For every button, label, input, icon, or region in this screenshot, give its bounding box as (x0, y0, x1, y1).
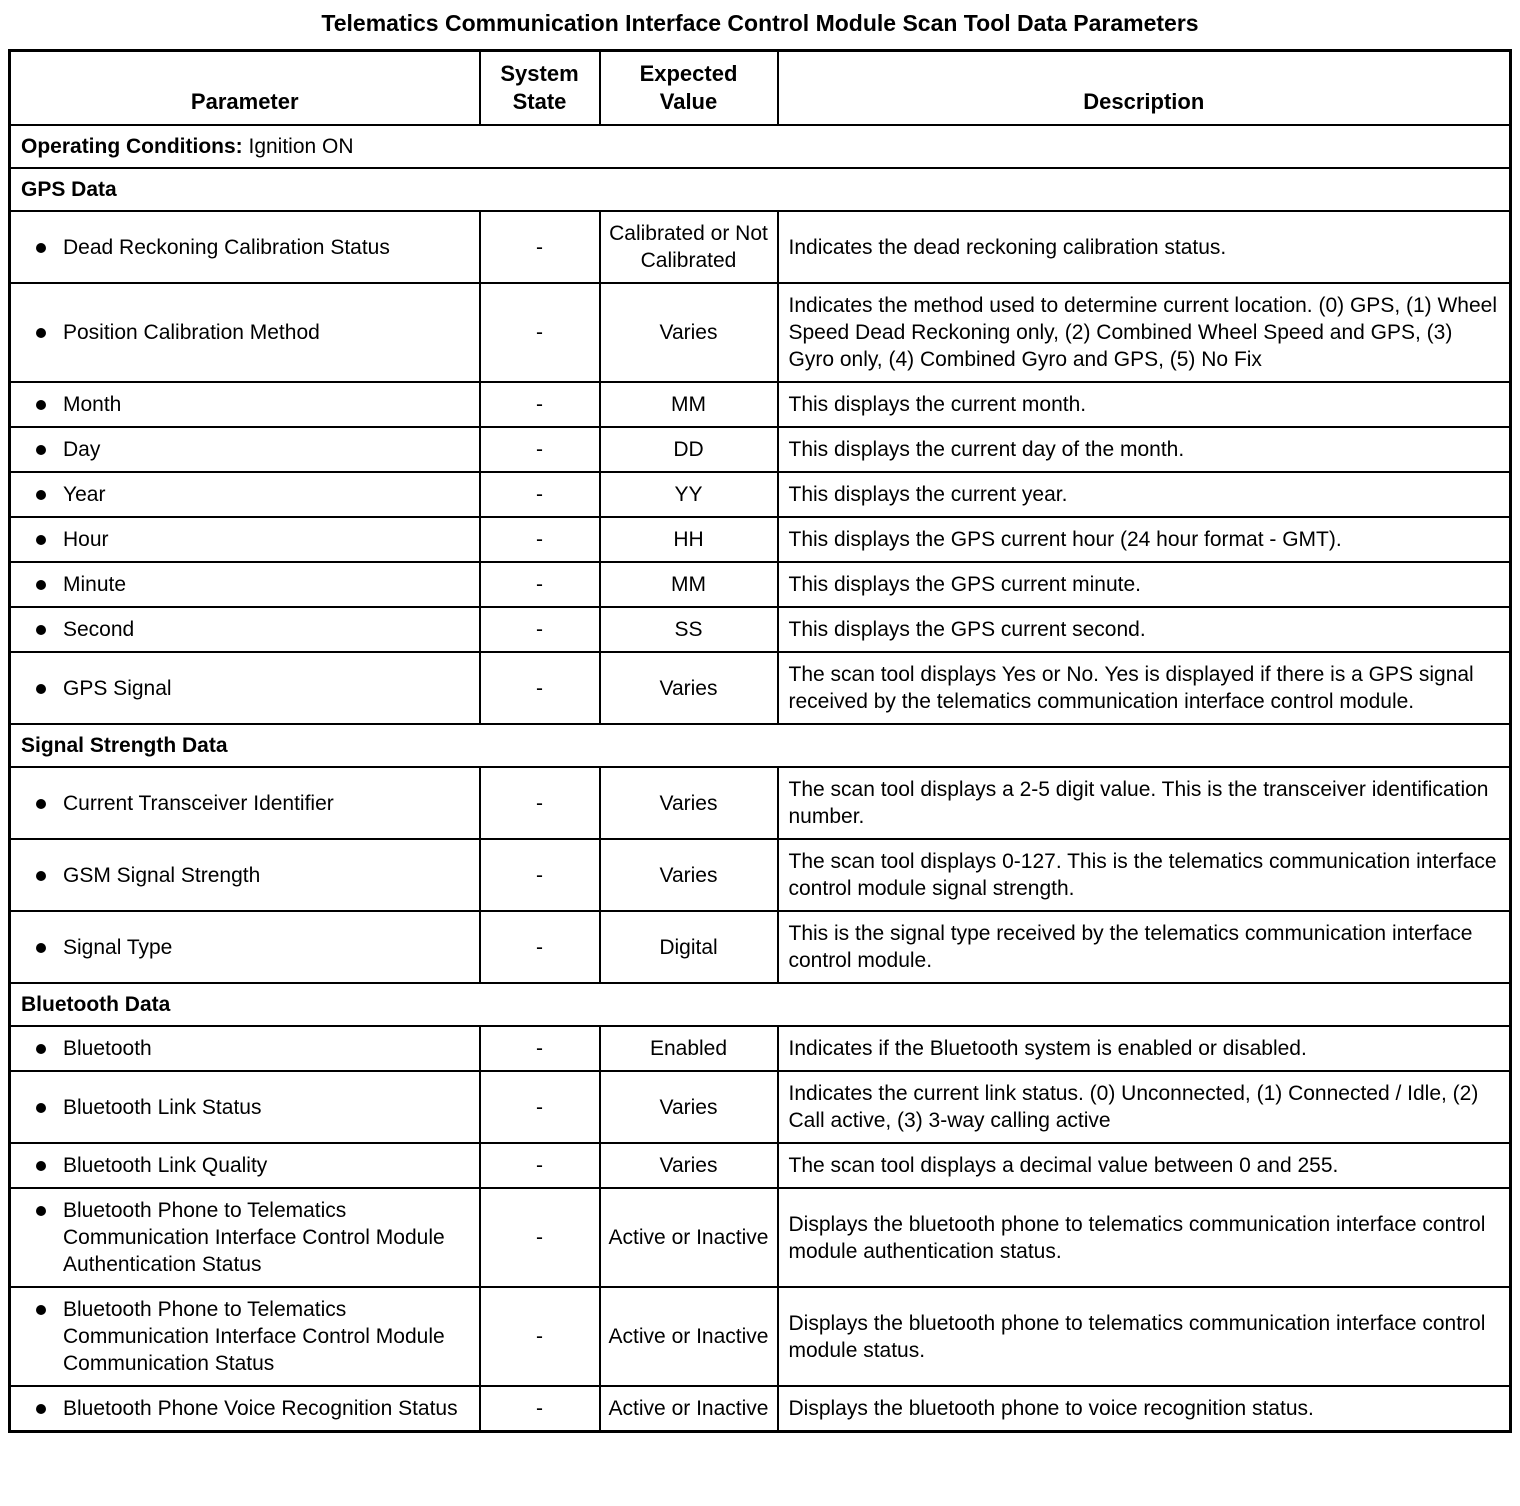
system-state-cell: - (480, 607, 600, 652)
parameter-label: Bluetooth (63, 1037, 152, 1060)
description-cell: Indicates the method used to determine current location. (0) GPS, (1) Wheel Speed Dead Reckoning only, (2) Combined Wheel Speed and GPS, (3) Gyro only, (4) Combined Gyro and GPS, (5) No Fix (778, 283, 1511, 382)
description-cell: Indicates the dead reckoning calibration status. (778, 211, 1511, 283)
section-cell (10, 983, 1511, 1026)
expected-value-cell: MM (600, 562, 778, 607)
system-state-cell: - (480, 839, 600, 911)
bullet-icon (36, 1206, 46, 1216)
bullet-icon (36, 1161, 46, 1171)
description-cell: The scan tool displays a decimal value between 0 and 255. (778, 1143, 1511, 1188)
bullet-icon (36, 400, 46, 410)
system-state-cell: - (480, 211, 600, 283)
description-cell: The scan tool displays a 2-5 digit value. This is the transceiver identification number. (778, 767, 1511, 839)
section-text: Ignition ON (242, 135, 354, 158)
system-state-cell: - (480, 1386, 600, 1432)
parameter-label: Dead Reckoning Calibration Status (63, 235, 390, 259)
bullet-icon (36, 580, 46, 590)
section-label: Bluetooth Data (21, 993, 171, 1016)
system-state-cell: - (480, 517, 600, 562)
system-state-cell: - (480, 382, 600, 427)
section-row (10, 125, 1511, 168)
table-row (10, 562, 1511, 607)
bullet-icon (36, 1103, 46, 1113)
table-row (10, 1188, 1511, 1287)
table-row (10, 1071, 1511, 1143)
system-state-cell: - (480, 562, 600, 607)
parameter-label: Month (63, 393, 122, 416)
parameter-label: Position Calibration Method (63, 321, 320, 344)
bullet-icon (36, 625, 46, 635)
bullet-icon (36, 799, 46, 809)
table-row (10, 382, 1511, 427)
table-row (10, 283, 1511, 382)
column-header-description: Description (778, 51, 1511, 126)
section-label: GPS Data (21, 178, 117, 201)
system-state-cell: - (480, 283, 600, 382)
description-cell: Displays the bluetooth phone to telematics communication interface control module status. (778, 1287, 1511, 1386)
table-row (10, 1026, 1511, 1071)
bullet-icon (36, 943, 46, 953)
parameter-cell (10, 382, 480, 427)
bullet-icon (36, 535, 46, 545)
description-cell: Displays the bluetooth phone to telematics communication interface control module authentication status. (778, 1188, 1511, 1287)
section-row (10, 983, 1511, 1026)
parameter-cell (10, 1287, 480, 1386)
system-state-cell: - (480, 767, 600, 839)
description-cell: This displays the GPS current second. (778, 607, 1511, 652)
expected-value-cell: SS (600, 607, 778, 652)
table-row (10, 839, 1511, 911)
system-state-cell: - (480, 911, 600, 983)
table-body (10, 125, 1511, 1432)
parameter-label: Signal Type (63, 935, 173, 959)
parameter-cell (10, 911, 480, 983)
description-cell: This is the signal type received by the telematics communication interface control module. (778, 911, 1511, 983)
parameter-cell (10, 1026, 480, 1071)
table-row (10, 1143, 1511, 1188)
expected-value-cell: MM (600, 382, 778, 427)
expected-value-cell: HH (600, 517, 778, 562)
expected-value-cell: Varies (600, 652, 778, 724)
expected-value-cell: Active or Inactive (600, 1188, 778, 1287)
parameter-label: Second (63, 618, 135, 641)
bullet-icon (36, 1305, 46, 1315)
page-title: Telematics Communication Interface Control Module Scan Tool Data Parameters (321, 10, 1199, 36)
parameter-cell (10, 1071, 480, 1143)
parameter-label: Current Transceiver Identifier (63, 791, 334, 815)
bullet-icon (36, 1044, 46, 1054)
parameter-label: Minute (63, 573, 127, 596)
table-row (10, 607, 1511, 652)
expected-value-cell: YY (600, 472, 778, 517)
system-state-cell: - (480, 1071, 600, 1143)
bullet-icon (36, 1404, 46, 1414)
description-cell: Displays the bluetooth phone to voice recognition status. (778, 1386, 1511, 1432)
system-state-cell: - (480, 652, 600, 724)
system-state-cell: - (480, 1287, 600, 1386)
parameter-cell (10, 1143, 480, 1188)
section-label: Operating Conditions: (21, 135, 243, 158)
parameter-label: GPS Signal (63, 676, 172, 700)
header-row (10, 51, 1511, 126)
parameter-label: Day (63, 438, 101, 461)
parameter-cell (10, 839, 480, 911)
parameter-cell (10, 283, 480, 382)
bullet-icon (36, 871, 46, 881)
parameter-cell (10, 652, 480, 724)
description-cell: This displays the current year. (778, 472, 1511, 517)
expected-value-cell: Digital (600, 911, 778, 983)
section-cell (10, 168, 1511, 211)
parameter-cell (10, 472, 480, 517)
expected-value-cell: Varies (600, 283, 778, 382)
system-state-cell: - (480, 1026, 600, 1071)
parameter-cell (10, 607, 480, 652)
parameter-cell (10, 767, 480, 839)
description-cell: The scan tool displays Yes or No. Yes is displayed if there is a GPS signal received by the telematics communication interface control module. (778, 652, 1511, 724)
bullet-icon (36, 684, 46, 694)
parameter-label: Bluetooth Phone to Telematics Communication Interface Control Module Communication Status (63, 1298, 445, 1375)
description-cell: This displays the GPS current hour (24 hour format - GMT). (778, 517, 1511, 562)
expected-value-cell: Varies (600, 767, 778, 839)
table-row (10, 517, 1511, 562)
parameter-cell (10, 562, 480, 607)
section-row (10, 168, 1511, 211)
parameter-label: GSM Signal Strength (63, 863, 261, 887)
bullet-icon (36, 490, 46, 500)
section-cell (10, 125, 1511, 168)
parameter-cell (10, 1188, 480, 1287)
section-label: Signal Strength Data (21, 734, 228, 757)
expected-value-cell: Active or Inactive (600, 1287, 778, 1386)
table-row (10, 472, 1511, 517)
expected-value-cell: DD (600, 427, 778, 472)
bullet-icon (36, 445, 46, 455)
parameter-cell (10, 211, 480, 283)
expected-value-cell: Calibrated or Not Calibrated (600, 211, 778, 283)
parameter-label: Bluetooth Phone Voice Recognition Status (63, 1397, 458, 1420)
table-row (10, 911, 1511, 983)
description-cell: Indicates the current link status. (0) Unconnected, (1) Connected / Idle, (2) Call active, (3) 3-way calling active (778, 1071, 1511, 1143)
description-cell: This displays the current day of the month. (778, 427, 1511, 472)
bullet-icon (36, 243, 46, 253)
section-row (10, 724, 1511, 767)
column-header-expected-value: Expected Value (600, 51, 778, 126)
system-state-cell: - (480, 1143, 600, 1188)
system-state-cell: - (480, 472, 600, 517)
table-row (10, 1287, 1511, 1386)
system-state-cell: - (480, 427, 600, 472)
bullet-icon (36, 328, 46, 338)
parameter-label: Year (63, 483, 106, 506)
parameter-cell (10, 427, 480, 472)
expected-value-cell: Varies (600, 839, 778, 911)
table-row (10, 427, 1511, 472)
expected-value-cell: Active or Inactive (600, 1386, 778, 1432)
parameter-label: Hour (63, 528, 109, 551)
table-row (10, 652, 1511, 724)
parameter-label: Bluetooth Link Status (63, 1095, 262, 1119)
section-cell (10, 724, 1511, 767)
parameter-label: Bluetooth Phone to Telematics Communication Interface Control Module Authentication Status (63, 1199, 445, 1276)
table-row (10, 211, 1511, 283)
expected-value-cell: Varies (600, 1143, 778, 1188)
parameter-label: Bluetooth Link Quality (63, 1154, 268, 1177)
parameter-cell (10, 1386, 480, 1432)
expected-value-cell: Enabled (600, 1026, 778, 1071)
description-cell: Indicates if the Bluetooth system is enabled or disabled. (778, 1026, 1511, 1071)
column-header-parameter: Parameter (10, 51, 480, 126)
description-cell: This displays the current month. (778, 382, 1511, 427)
parameters-table (8, 49, 1512, 1433)
column-header-system-state: System State (480, 51, 600, 126)
parameter-cell (10, 517, 480, 562)
expected-value-cell: Varies (600, 1071, 778, 1143)
description-cell: This displays the GPS current minute. (778, 562, 1511, 607)
system-state-cell: - (480, 1188, 600, 1287)
table-row (10, 1386, 1511, 1432)
table-row (10, 767, 1511, 839)
description-cell: The scan tool displays 0-127. This is the telematics communication interface control module signal strength. (778, 839, 1511, 911)
